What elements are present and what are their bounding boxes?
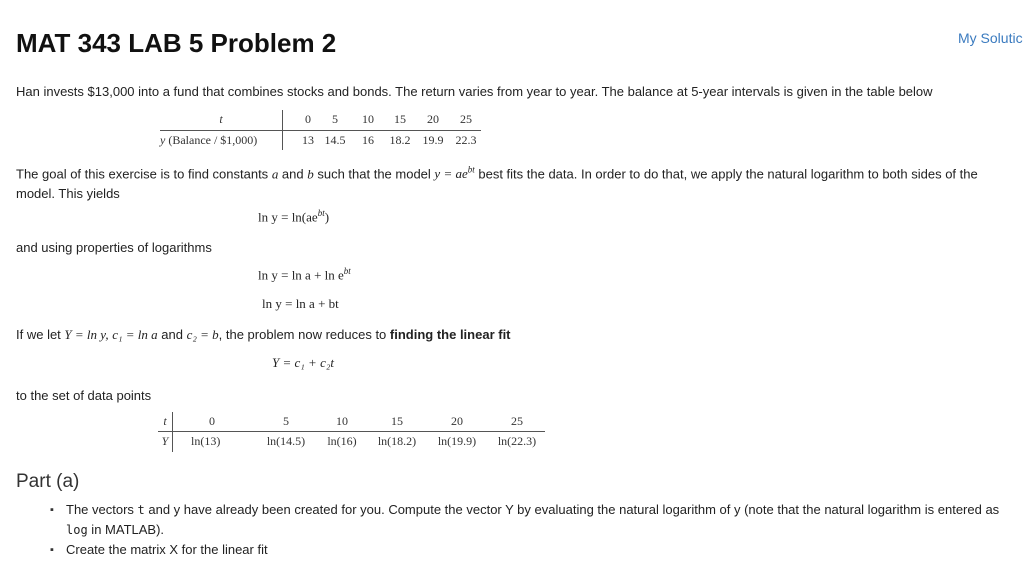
equation-3: ln y = ln a + bt: [262, 296, 339, 311]
intro-paragraph: Han invests $13,000 into a fund that combines stocks and bonds. The return varies from year to year. The balance at 5-year intervals is given in the table below: [16, 84, 933, 99]
equation-1: $\ln y = \ln(ae^{bt})$: [258, 208, 330, 225]
page-title: MAT 343 LAB 5 Problem 2: [16, 28, 337, 58]
table2-Y-label: Y: [161, 434, 169, 449]
table1-y-cell: 18.2: [389, 132, 411, 147]
equation-4: Y = c₁ + c₂t: [272, 355, 334, 370]
table1-y-label: y (Balance / $1,000): [160, 132, 258, 147]
model-equation: $y = ae^{bt}$: [434, 165, 475, 182]
table1-t-label: t: [219, 112, 223, 127]
list-item: ▪ The vectors t and y have already been created for you. Compute the vector Y by evaluating the natural logarithm of y (note that the natural logarithm is entered as log in MATLAB).: [50, 500, 1000, 540]
table2-Y-cell: ln(18.2): [377, 434, 417, 449]
part-a-instructions: [50, 500, 1000, 560]
table1-y-cell: 19.9: [422, 132, 444, 147]
my-solutions-link[interactable]: My Solutic: [958, 30, 1023, 46]
properties-text: and using properties of logarithms: [16, 240, 212, 255]
balance-table: [160, 110, 481, 150]
table2-Y-cell: ln(22.3): [497, 434, 537, 449]
equation-2: $\ln y = \ln a + \ln e^{bt}$: [258, 266, 351, 283]
table1-t-cell: 10: [362, 112, 374, 127]
table2-t-cell: 15: [391, 413, 403, 428]
table2-Y-cell: ln(16): [327, 434, 357, 449]
table2-t-label: t: [163, 413, 167, 428]
table1-t-cell: 0: [305, 112, 311, 127]
table1-t-cell: 20: [427, 112, 439, 127]
table1-y-label-text: (Balance / $1,000): [168, 132, 258, 147]
table1-t-cell: 5: [332, 112, 338, 127]
data-points-text: to the set of data points: [16, 388, 152, 403]
data-points-table: [158, 412, 545, 452]
table2-t-cell: 10: [336, 413, 348, 428]
table2-Y-cell: ln(19.9): [437, 434, 477, 449]
table1-t-cell: 15: [394, 112, 406, 127]
table1-t-cell: 25: [460, 112, 472, 127]
table2-Y-cell: ln(13): [191, 434, 221, 449]
table1-y-cell: 22.3: [455, 132, 477, 147]
table1-y-cell: 14.5: [324, 132, 346, 147]
table2-Y-cell: ln(14.5): [266, 434, 306, 449]
list-item: ▪ Create the matrix X for the linear fit: [50, 540, 1000, 560]
table2-t-cell: 25: [511, 413, 523, 428]
let-line: If we let Y = ln y, c₁ = ln a and c₂ = b, the problem now reduces to finding the linear fit: [16, 327, 511, 342]
table1-y-cell: 16: [362, 132, 374, 147]
table2-t-cell: 5: [283, 413, 289, 428]
table2-t-cell: 0: [209, 413, 215, 428]
table1-y-cell: 13: [302, 132, 314, 147]
goal-paragraph: The goal of this exercise is to find constants a and b such that the model $y = ae^{bt}$ best fits the data. In order to do that, we apply the natural logarithm to both sides of the model. This yields: [16, 165, 978, 202]
part-a-heading: Part (a): [16, 471, 80, 492]
table2-t-cell: 20: [451, 413, 463, 428]
